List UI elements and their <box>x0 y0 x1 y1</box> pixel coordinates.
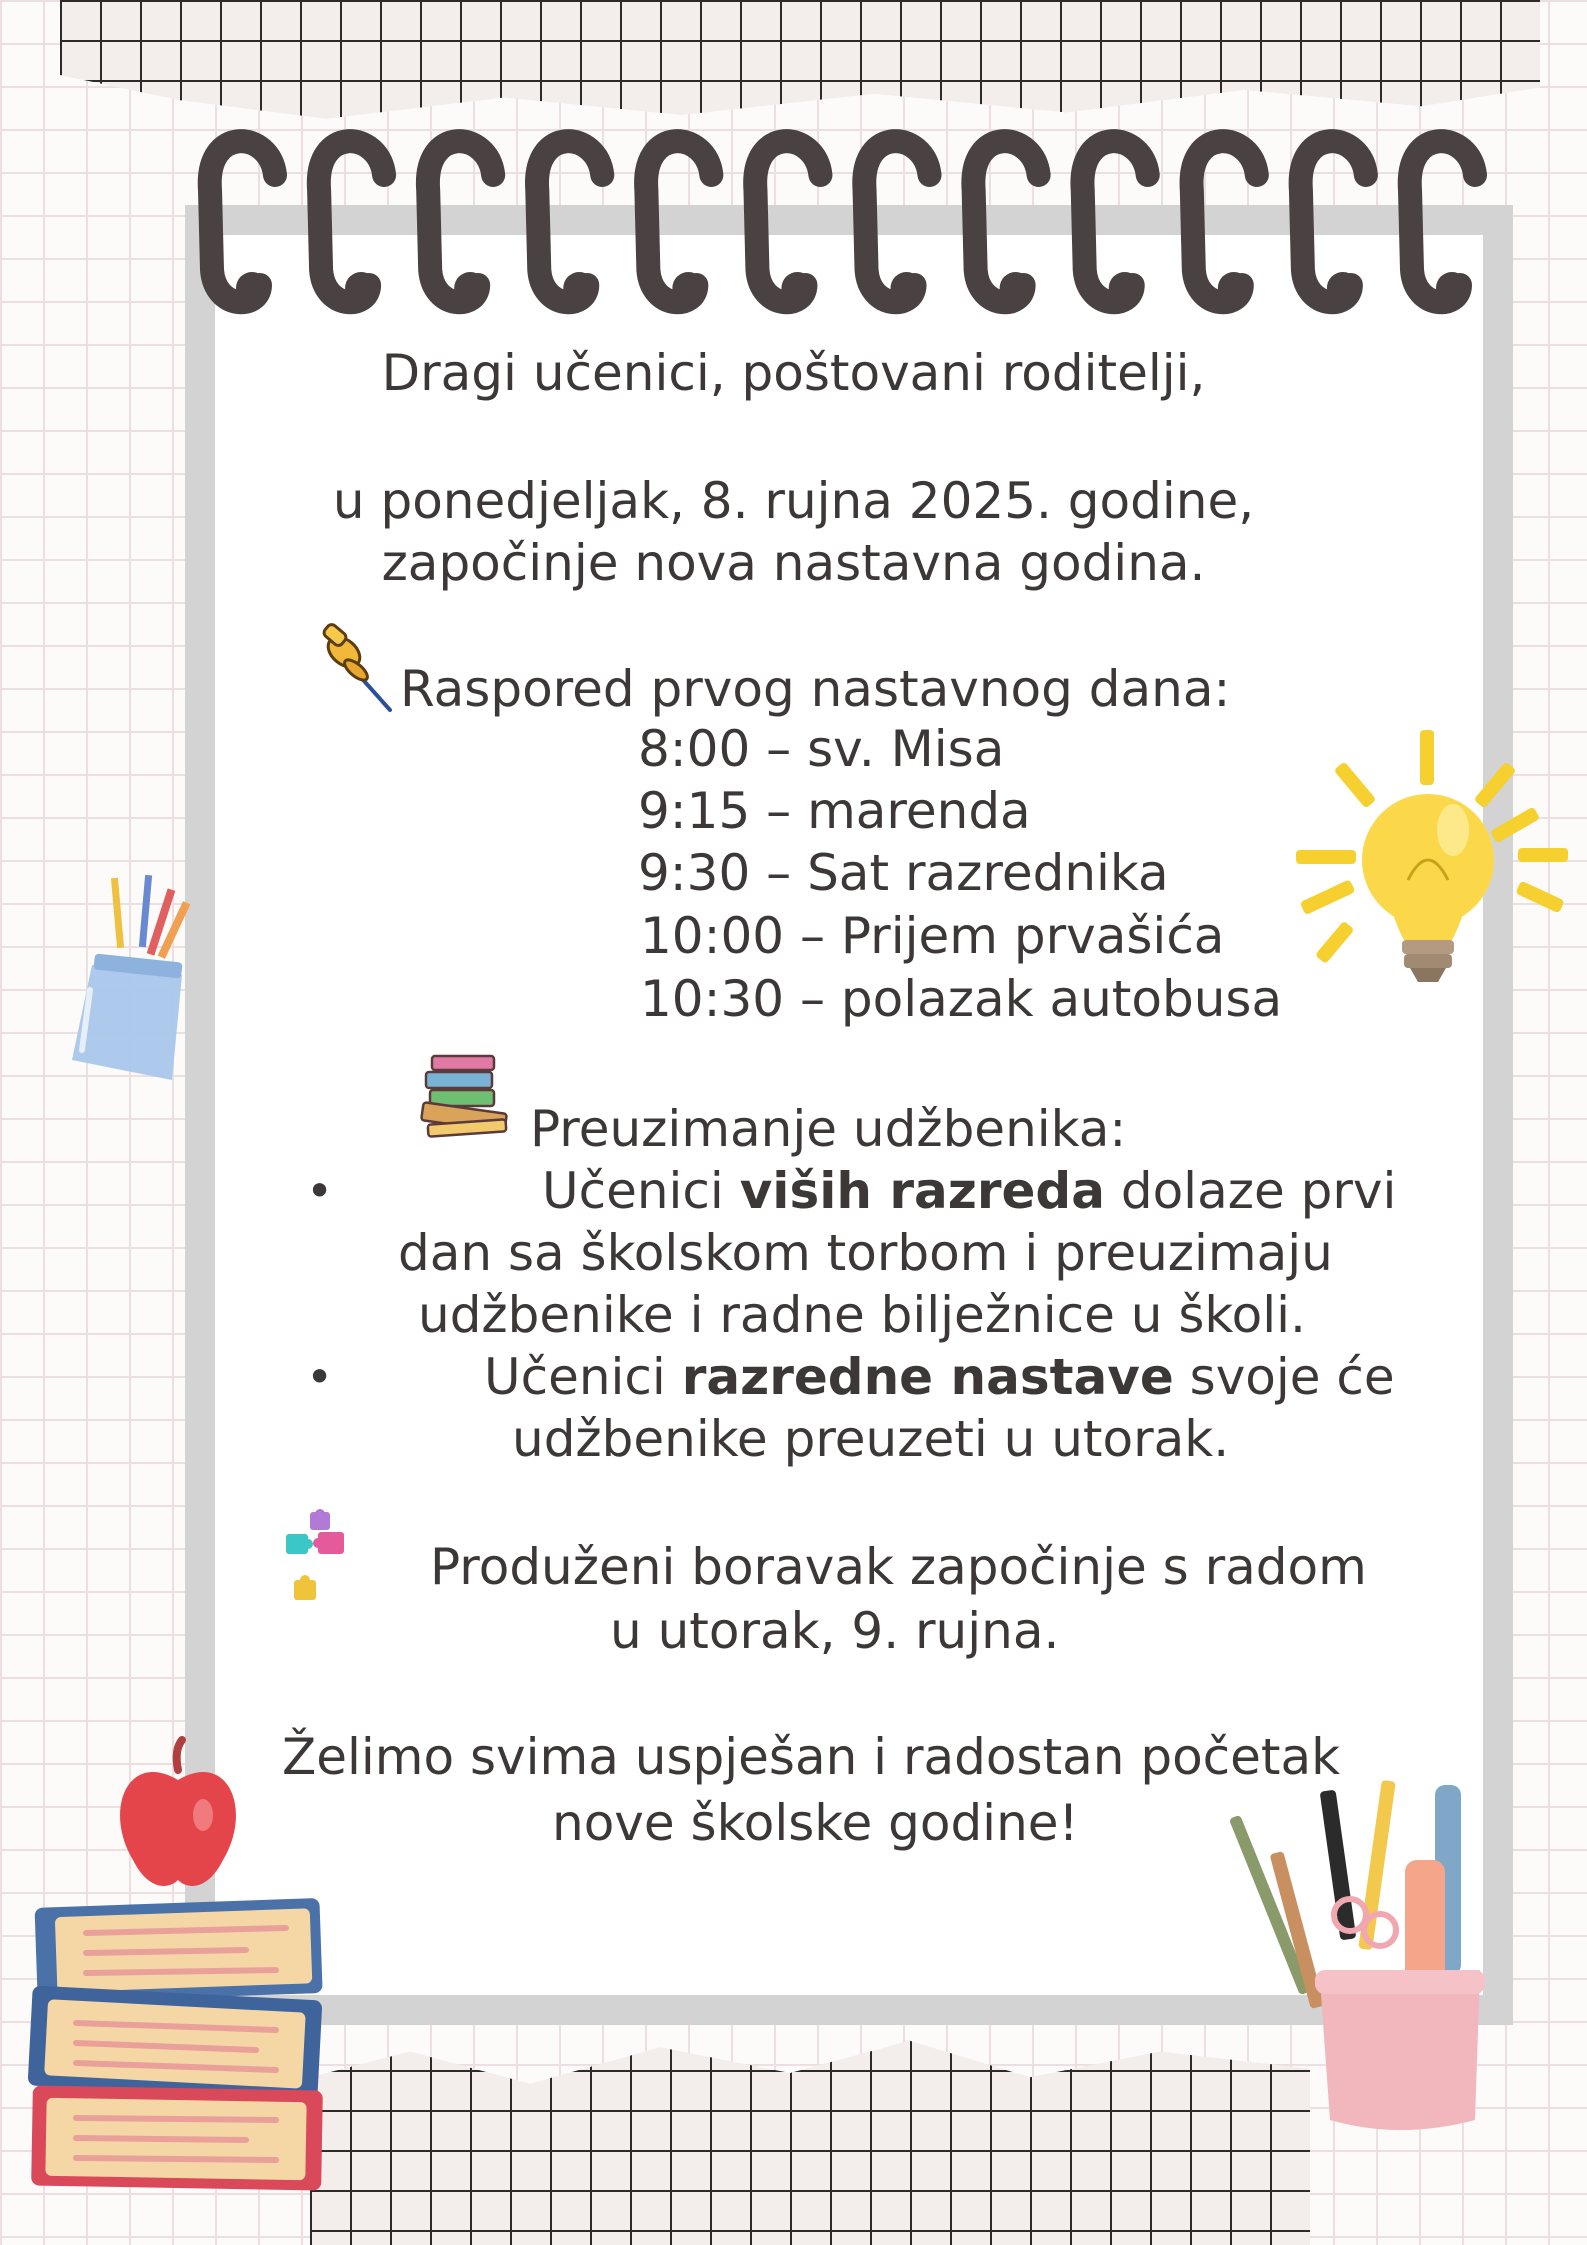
schedule-item: 8:00 – sv. Misa <box>638 720 1005 778</box>
textbooks-bullet-2-line-2: udžbenike preuzeti u utorak. <box>512 1410 1230 1468</box>
bullet-2-bold: razredne nastave <box>681 1348 1174 1406</box>
bullet-1-suffix: dolaze prvi <box>1104 1162 1397 1220</box>
boravak-line-1: Produženi boravak započinje s radom <box>430 1538 1367 1596</box>
textbooks-bullet-1-line-3: udžbenike i radne bilježnice u školi. <box>418 1286 1306 1344</box>
schedule-item: 9:30 – Sat razrednika <box>638 844 1169 902</box>
spiral-hole <box>1218 272 1250 304</box>
schedule-item: 10:00 – Prijem prvašića <box>640 907 1225 965</box>
spiral-hole <box>1000 272 1032 304</box>
books-stack-icon <box>418 1052 514 1144</box>
bullet-2-prefix: Učenici <box>484 1348 682 1406</box>
intro-line-1: u ponedjeljak, 8. rujna 2025. godine, <box>332 472 1255 530</box>
boravak-line-2: u utorak, 9. rujna. <box>610 1602 1060 1660</box>
pencil-cup-icon <box>62 870 212 1090</box>
pushpin-icon <box>318 622 398 714</box>
lightbulb-icon <box>1288 730 1558 1000</box>
bullet-1-prefix: Učenici <box>542 1162 740 1220</box>
spiral-hole <box>891 272 923 304</box>
books-stack-decoration-icon <box>26 1888 326 2198</box>
apple-icon <box>108 1740 248 1900</box>
bullet-2-suffix: svoje će <box>1173 1348 1395 1406</box>
spiral-hole <box>1436 272 1468 304</box>
closing-line-1: Želimo svima uspješan i radostan početak <box>282 1728 1341 1786</box>
pen-cup-icon <box>1250 1760 1530 2140</box>
spiral-hole <box>454 272 486 304</box>
schedule-item: 10:30 – polazak autobusa <box>640 970 1283 1028</box>
textbooks-bullet-1-line-1 <box>542 1160 1396 1222</box>
greeting: Dragi učenici, poštovani roditelji, <box>381 344 1206 402</box>
bullet-marker: • <box>306 1350 334 1404</box>
schedule-heading: Raspored prvog nastavnog dana: <box>400 660 1231 718</box>
puzzle-pieces-icon <box>280 1510 360 1610</box>
bullet-1-bold: viših razreda <box>739 1162 1105 1220</box>
spiral-hole <box>345 272 377 304</box>
spiral-hole <box>781 272 813 304</box>
textbooks-bullet-1-line-2: dan sa školskom torbom i preuzimaju <box>398 1224 1333 1282</box>
torn-grid-paper-top <box>60 0 1540 125</box>
schedule-item: 9:15 – marenda <box>638 782 1031 840</box>
spiral-hole <box>1109 272 1141 304</box>
spiral-hole <box>672 272 704 304</box>
bullet-marker: • <box>306 1164 334 1218</box>
textbooks-heading: Preuzimanje udžbenika: <box>530 1100 1127 1158</box>
intro-line-2: započinje nova nastavna godina. <box>381 534 1206 592</box>
spiral-binding-icon <box>200 120 1450 330</box>
spiral-hole <box>563 272 595 304</box>
spiral-hole <box>1327 272 1359 304</box>
textbooks-bullet-2-line-1 <box>484 1346 1395 1408</box>
closing-line-2: nove školske godine! <box>552 1794 1079 1852</box>
torn-grid-paper-bottom <box>310 2030 1310 2245</box>
spiral-hole <box>236 272 268 304</box>
